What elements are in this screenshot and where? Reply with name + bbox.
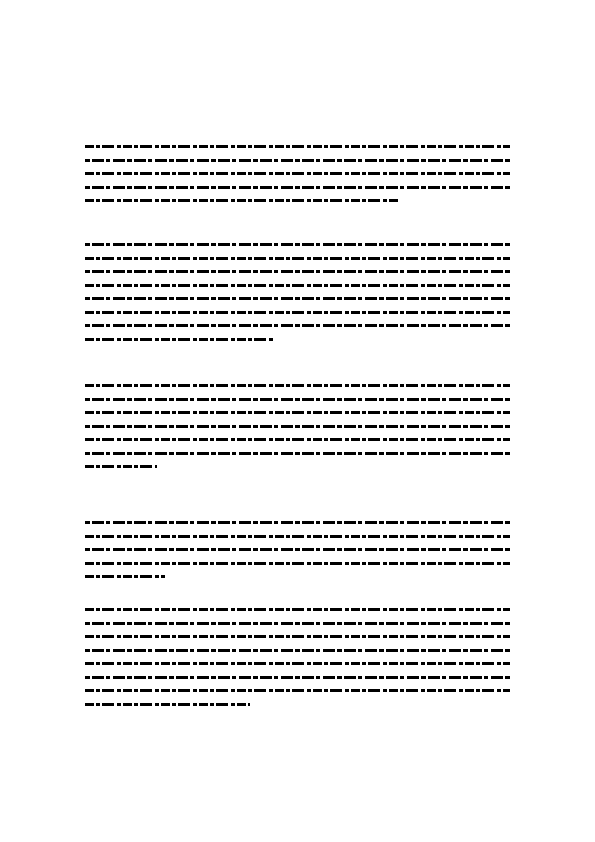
text-line	[85, 243, 510, 246]
text-line	[85, 689, 510, 692]
paragraph-1	[85, 145, 510, 213]
text-line	[85, 284, 510, 287]
text-line	[85, 465, 157, 468]
text-line	[85, 575, 165, 578]
text-line	[85, 562, 510, 565]
text-line	[85, 257, 510, 260]
text-line	[85, 411, 510, 414]
text-line	[85, 622, 510, 625]
text-line	[85, 703, 250, 706]
text-line	[85, 145, 510, 148]
text-line	[85, 662, 510, 665]
text-line	[85, 297, 510, 300]
text-line	[85, 438, 510, 441]
text-line	[85, 635, 510, 638]
text-line	[85, 398, 510, 401]
text-line	[85, 676, 510, 679]
text-line	[85, 338, 275, 341]
text-line	[85, 172, 510, 175]
text-line	[85, 425, 510, 428]
paragraph-2	[85, 243, 510, 351]
text-line	[85, 649, 510, 652]
text-line	[85, 535, 510, 538]
text-line	[85, 270, 510, 273]
paragraph-3	[85, 384, 510, 479]
text-line	[85, 324, 510, 327]
text-line	[85, 608, 510, 611]
paragraph-5	[85, 608, 510, 716]
text-line	[85, 311, 510, 314]
text-line	[85, 384, 510, 387]
text-line	[85, 159, 510, 162]
text-line	[85, 186, 510, 189]
text-line	[85, 199, 400, 202]
text-line	[85, 521, 510, 524]
text-line	[85, 548, 510, 551]
text-line	[85, 452, 510, 455]
paragraph-4	[85, 521, 510, 589]
